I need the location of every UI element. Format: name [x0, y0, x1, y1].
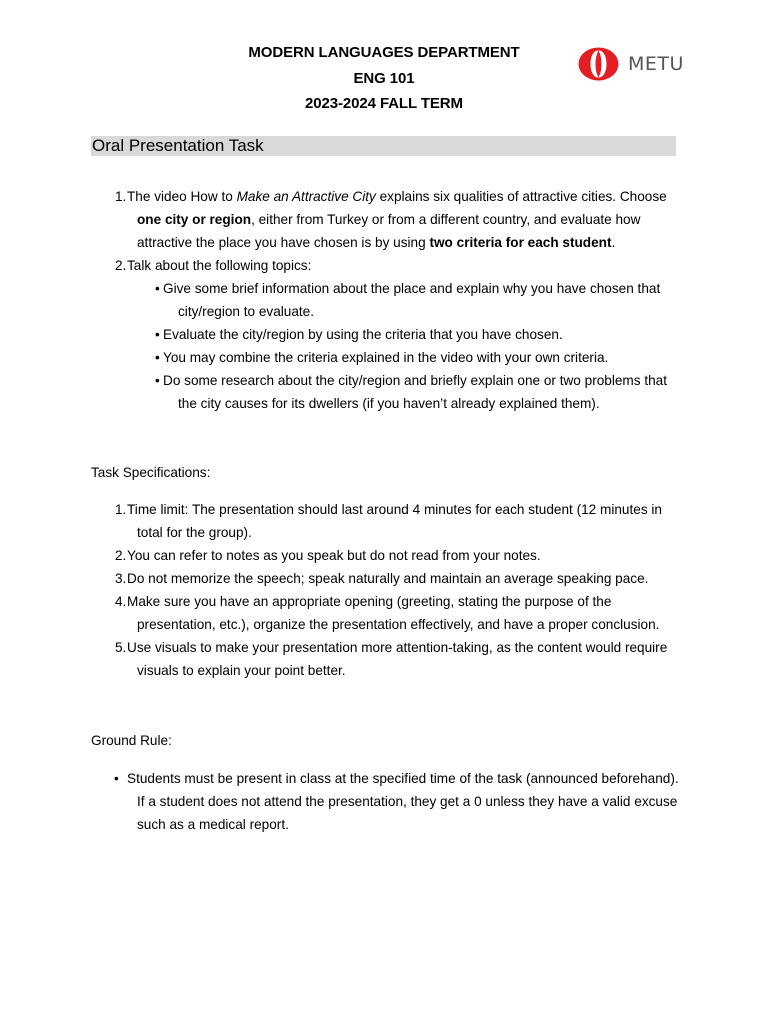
list-item	[91, 346, 681, 369]
emphasis-criteria: two criteria for each student	[429, 235, 612, 250]
course-code: ENG 101	[353, 69, 415, 87]
list-number: 4.	[115, 594, 127, 609]
list-item	[91, 567, 681, 590]
list-number: 3.	[115, 571, 127, 586]
bullet-icon: •	[155, 327, 160, 342]
list-item	[91, 590, 681, 636]
list-item	[91, 323, 681, 346]
list-number: 2.	[115, 258, 127, 273]
bullet-icon: •	[155, 373, 160, 388]
list-item	[91, 277, 681, 323]
task-item-1-text-2: explains six qualities of attractive cities. Choose	[375, 189, 667, 204]
ground-rule-text: Students must be present in class at the specified time of the task (announced beforehand). If a student does not attend the presentation, they get a 0 unless they have a valid excuse such as a medical report.	[127, 771, 679, 832]
task-item-2-text: Talk about the following topics:	[127, 258, 312, 273]
list-item	[91, 369, 681, 415]
bullet-icon: •	[155, 350, 160, 365]
list-item	[91, 636, 681, 682]
bullet-icon: •	[114, 771, 119, 786]
emphasis-city: one city or region	[137, 212, 252, 227]
task-item-1-text-3: , either from Turkey or from a different country, and evaluate how attractive the place you have chosen is by using	[137, 212, 641, 250]
task-item-1	[91, 185, 681, 254]
bullet-icon: •	[155, 281, 160, 296]
spec-text: You can refer to notes as you speak but do not read from your notes.	[127, 548, 541, 563]
list-number: 1.	[115, 502, 127, 517]
logo-text: METU	[628, 53, 684, 75]
specs-label: Task Specifications:	[91, 465, 211, 480]
spec-text: Do not memorize the speech; speak naturally and maintain an average speaking pace.	[127, 571, 649, 586]
department-title: MODERN LANGUAGES DEPARTMENT	[248, 44, 520, 61]
task-item-1-text: The video How to	[127, 189, 237, 204]
term-title: 2023-2024 FALL TERM	[305, 95, 463, 112]
task-list	[91, 185, 681, 415]
list-item	[91, 544, 681, 567]
list-number: 5.	[115, 640, 127, 655]
bullet-text: Evaluate the city/region by using the criteria that you have chosen.	[163, 327, 563, 342]
topic-bullets	[91, 277, 681, 415]
metu-logo	[578, 47, 684, 81]
bullet-text: Do some research about the city/region and briefly explain one or two problems that the city causes for its dwellers (if you haven’t already explained them).	[163, 373, 667, 411]
list-number: 2.	[115, 548, 127, 563]
list-item	[91, 498, 681, 544]
spec-text: Time limit: The presentation should last around 4 minutes for each student (12 minutes in total for the group).	[127, 502, 662, 540]
spec-text: Make sure you have an appropriate opening (greeting, stating the purpose of the presentation, etc.), organize the presentation effectively, and have a proper conclusion.	[127, 594, 660, 632]
spec-text: Use visuals to make your presentation more attention-taking, as the content would require visuals to explain your point better.	[127, 640, 668, 678]
section-title: Oral Presentation Task	[91, 136, 676, 156]
video-title: Make an Attractive City	[236, 189, 376, 204]
task-item-1-end: .	[611, 235, 616, 250]
ground-rule-label: Ground Rule:	[91, 733, 172, 748]
ground-rule-list	[91, 767, 681, 836]
specs-list	[91, 498, 681, 682]
task-item-2	[91, 254, 681, 277]
bullet-text: Give some brief information about the place and explain why you have chosen that city/region to evaluate.	[163, 281, 661, 319]
bullet-text: You may combine the criteria explained in the video with your own criteria.	[163, 350, 609, 365]
list-number: 1.	[115, 189, 127, 204]
list-item	[91, 767, 681, 836]
metu-emblem-icon	[578, 47, 619, 81]
